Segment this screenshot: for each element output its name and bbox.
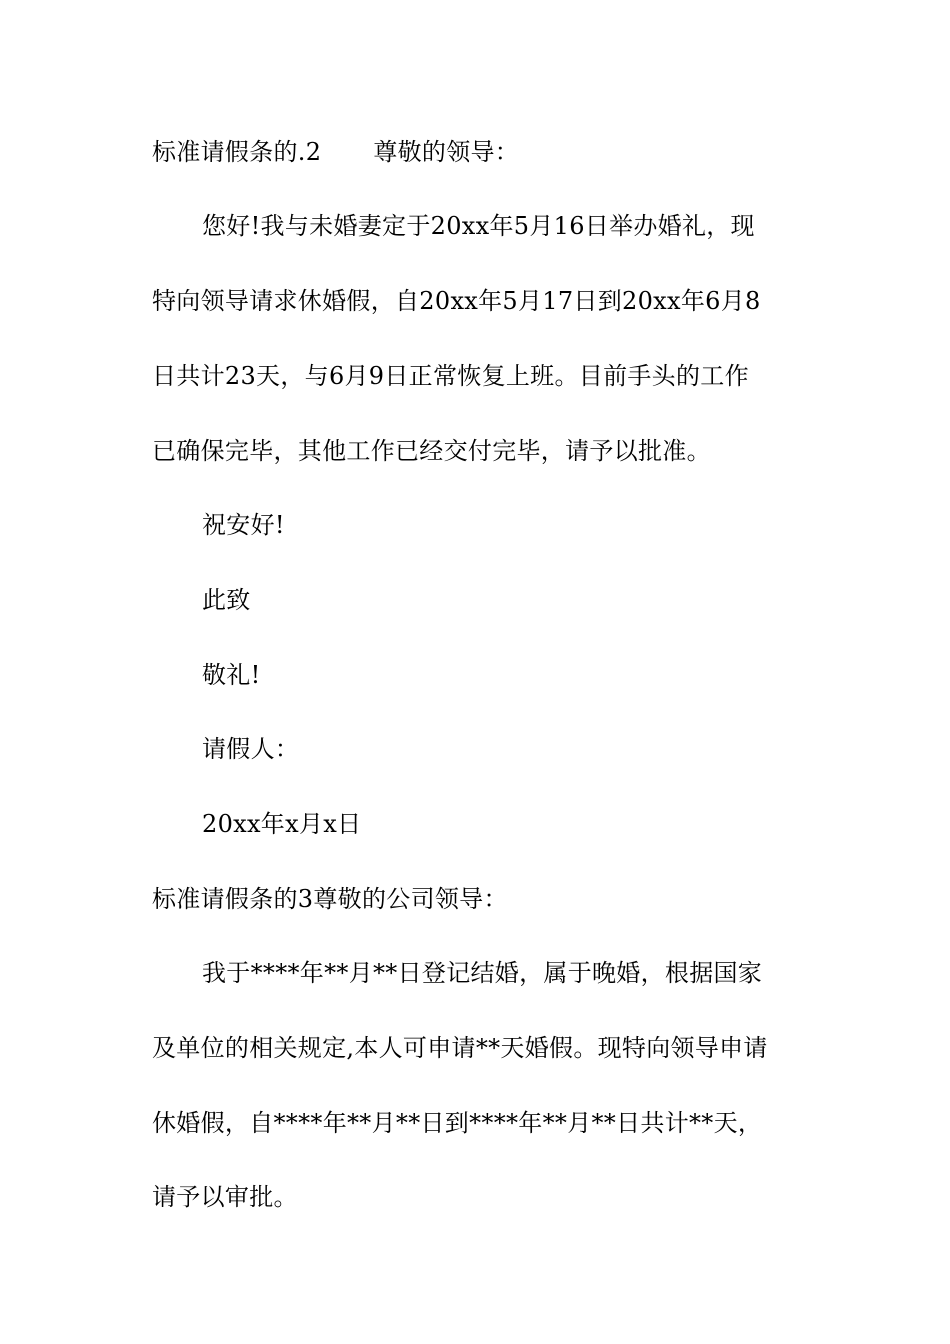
- section3-body-line-4: 请予以审批。: [152, 1183, 298, 1211]
- section3-body-line-3: 休婚假，自****年**月**日到****年**月**日共计**天，: [152, 1109, 763, 1137]
- section2-closing-2: 敬礼!: [202, 661, 261, 689]
- section2-closing-1: 此致: [202, 586, 251, 614]
- section2-body-line-2: 特向领导请求休婚假，自20xx年5月17日到20xx年6月8: [152, 287, 761, 315]
- section2-body-line-4: 已确保完毕，其他工作已经交付完毕，请予以批准。: [152, 437, 711, 465]
- section3-heading: 标准请假条的3尊敬的公司领导：: [152, 885, 508, 913]
- section2-heading-line: [152, 137, 812, 167]
- section3-body-line-2: 及单位的相关规定,本人可申请**天婚假。现特向领导申请: [152, 1034, 768, 1062]
- section2-salutation: 尊敬的领导：: [373, 138, 520, 166]
- section2-signer: 请假人：: [202, 735, 300, 763]
- section2-heading: 标准请假条的.2: [152, 138, 322, 166]
- section2-date: 20xx年x月x日: [202, 810, 362, 838]
- section3-body-line-1: 我于****年**月**日登记结婚，属于晚婚，根据国家: [202, 959, 763, 987]
- section2-wish: 祝安好!: [202, 511, 285, 539]
- section2-body-line-1: 您好!我与未婚妻定于20xx年5月16日举办婚礼，现: [202, 212, 755, 240]
- section2-body-line-3: 日共计23天，与6月9日正常恢复上班。目前手头的工作: [152, 362, 749, 390]
